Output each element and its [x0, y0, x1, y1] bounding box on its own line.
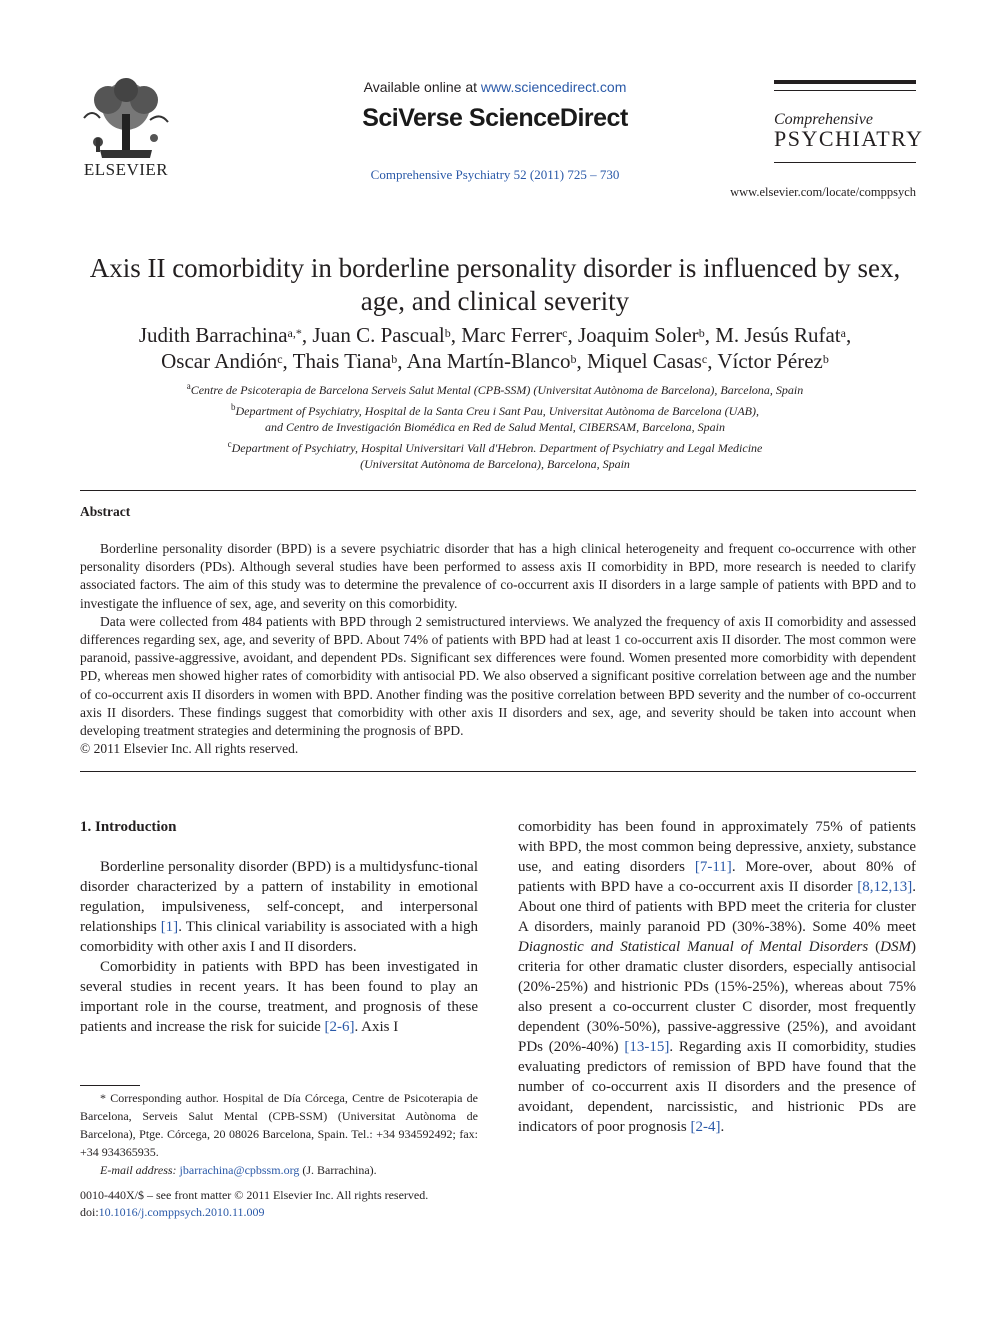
masthead-rule-bottom: [774, 162, 916, 163]
journal-url[interactable]: www.elsevier.com/locate/comppsych: [730, 185, 916, 199]
affiliation-text: Department of Psychiatry, Hospital Universitari Vall d'Hebron. Department of Psychiatry and Legal Medicine: [231, 440, 763, 455]
author-affiliation-mark: b: [698, 326, 705, 340]
abstract-paragraph-2: Data were collected from 484 patients with BPD through 2 semistructured interviews. We analyzed the frequency of axis II comorbidity and assessed differences regarding sex, age, and severity of BPD. About 74% of patients with BPD had at least 1 co-occurrent axis II disorder. The most common were paranoid, passive-aggressive, avoidant, and dependent PDs. Significant sex differences were found. Women presented more comorbidity with dependent PD, whereas men showed higher rates of comorbidity with antisocial PD. We also observed a significant positive correlation between age and the number of co-occurrent axis II disorders in women with BPD. Another finding was the positive correlation between BPD severity and the number of co-occurrent axis II disorders. These findings suggest that comorbidity with other axis II disorders and sex, age, and severity should be taken into account when developing treatment strategies and determining the prognosis of BPD.: [80, 613, 916, 739]
abstract-paragraph-1: Borderline personality disorder (BPD) is a severe psychiatric disorder that has a high clinical heterogeneity and frequent co-occurrence with other personality disorders (PDs). Although several studies have been performed to assess axis II comorbidity in BPD, more research is needed to clarify associated factors. The aim of this study was to determine the prevalence of co-occurrent axis II disorders in a large sample of patients with BPD and to investigate the influence of sex, age, and severity on this comorbidity.: [80, 541, 916, 611]
dsm-abbr: DSM: [880, 939, 911, 955]
text-run: Comorbidity in patients with BPD has been investigated in several studies in recent years. It has been found to play an important role in the course, treatment, and prognosis of these patients and increase the risk for suicide: [80, 959, 478, 1035]
elsevier-wordmark: ELSEVIER: [83, 160, 169, 179]
author-list: Judith Barrachina$^{a,*}$, Juan C. Pascual$^b$, Marc Ferrer$^c$, Joaquim Soler$^b$, M. Jesús Rufat$^a$, Oscar Andión$^c$, Thais Tiana$^b$, Ana Martín-Blanco$^b$, Miquel Casas$^c$, Víctor Pérez$^b$: [138, 323, 852, 373]
email-link[interactable]: jbarrachina@cpbssm.org: [179, 1163, 300, 1177]
citation-link[interactable]: [8,12,13]: [857, 879, 913, 895]
abstract-body: [80, 540, 916, 758]
intro-paragraph-2: [80, 957, 478, 1037]
affiliation-line: [70, 399, 920, 420]
text-run: . More-over, about 80% of patients with BPD have a co-occurrent axis II disorder: [518, 859, 916, 895]
affiliation-line: [70, 436, 920, 457]
article-title: Axis II comorbidity in borderline personality disorder is influenced by sex, age, and clinical severity: [89, 253, 901, 316]
citation-link[interactable]: [13-15]: [624, 1039, 670, 1055]
citation-link[interactable]: [7-11]: [694, 859, 732, 875]
affiliation-line: [70, 378, 920, 399]
affiliation-mark: b: [231, 401, 236, 412]
abstract-heading: Abstract: [80, 504, 131, 519]
text-run: . About one third of patients with BPD meet the criteria for cluster A disorders, mainly paranoid PD (30%-38%). Some 40% meet: [518, 879, 916, 935]
dsm-title: Diagnostic and Statistical Manual of Mental Disorders: [518, 939, 869, 955]
issn-doi: [80, 1187, 478, 1221]
masthead-rule-thin: [774, 90, 916, 91]
author-name: Juan C. Pascual: [312, 323, 445, 347]
author-affiliation-mark: b: [444, 326, 451, 340]
text-run: .: [720, 1119, 725, 1135]
email-label: E-mail address:: [100, 1163, 180, 1177]
affiliation-text: Department of Psychiatry, Hospital de la Santa Creu i Sant Pau, Universitat Autònoma de Barcelona (UAB),: [235, 403, 759, 418]
text-run: Borderline personality disorder (BPD) is a multidysfunc-tional disorder characterized by a pattern of instability in emotional regulation, impulsiveness, self-concept, and interpersonal relationships: [80, 859, 478, 935]
footnote: [80, 1089, 478, 1179]
footnote-email: [80, 1161, 478, 1179]
author-affiliation-mark: c: [277, 352, 283, 366]
sciencedirect-link[interactable]: www.sciencedirect.com: [480, 79, 627, 95]
footnote-rule: [80, 1085, 140, 1086]
author-name: Víctor Pérez: [717, 349, 823, 373]
author-name: Thais Tiana: [292, 349, 392, 373]
affiliation-line: [70, 456, 920, 473]
affiliation-text: and Centro de Investigación Biomédica en Red de Salud Mental, CIBERSAM, Barcelona, Spain: [264, 420, 725, 435]
intro-paragraph-3: [518, 817, 916, 1137]
author-name: Ana Martín-Blanco: [406, 349, 571, 373]
text-run: comorbidity has been found in approximately 75% of patients with BPD, the most common being depressive, anxiety, substance use, and eating disorders: [518, 819, 916, 875]
journal-reference[interactable]: Comprehensive Psychiatry 52 (2011) 725 – 730: [370, 167, 620, 182]
affiliation-list: [70, 378, 920, 473]
affiliation-line: [70, 419, 920, 436]
author-name: M. Jesús Rufat: [715, 323, 841, 347]
affiliation-text: (Universitat Autònoma de Barcelona), Barcelona, Spain: [360, 457, 630, 472]
author-affiliation-mark: c: [562, 326, 568, 340]
text-run: ) criteria for other dramatic cluster disorders, especially antisocial (20%-25%) and histrionic PDs (15%-25%), whereas about 75% also present a co-occurrent cluster C disorder, most frequently dependent (30%-50%), passive-aggressive (25%), and avoidant PDs (20%-40%): [518, 939, 916, 1055]
journal-title-line1: Comprehensive: [774, 111, 873, 128]
author-name: Joaquim Soler: [577, 323, 699, 347]
elsevier-tree-icon: [80, 78, 172, 160]
email-suffix: (J. Barrachina).: [299, 1163, 377, 1177]
author-affiliation-mark: b: [822, 352, 829, 366]
affiliation-mark: a: [186, 381, 191, 391]
text-run: (: [868, 939, 881, 955]
text-run: . Axis I: [354, 1019, 399, 1035]
citation-link[interactable]: [2-4]: [690, 1119, 721, 1135]
author-name: Miquel Casas: [586, 349, 702, 373]
divider-bottom: [80, 771, 916, 772]
platform-name: SciVerse ScienceDirect: [362, 104, 628, 132]
author-name: Marc Ferrer: [461, 323, 563, 347]
author-affiliation-mark: b: [570, 352, 577, 366]
affiliation-text: Centre de Psicoterapia de Barcelona Serveis Salut Mental (CPB-SSM) (Universitat Autònoma de Barcelona), Barcelona, Spain: [190, 383, 804, 397]
available-online: [300, 79, 690, 95]
divider-top: [80, 490, 916, 491]
doi-line: [80, 1204, 478, 1221]
doi-link[interactable]: 10.1016/j.comppsych.2010.11.009: [98, 1205, 265, 1219]
citation-link[interactable]: [1]: [160, 919, 179, 935]
issn-line: 0010-440X/$ – see front matter © 2011 Elsevier Inc. All rights reserved.: [80, 1188, 429, 1202]
elsevier-logo: [80, 78, 172, 180]
affiliation-mark: c: [227, 438, 232, 449]
intro-paragraph-1: [80, 857, 478, 957]
column-left: [80, 817, 478, 1037]
journal-masthead: [774, 80, 924, 163]
text-run: . Regarding axis II comorbidity, studies evaluating predictors of remission of BPD have found that the number of co-occurrent axis II disorders and the presence of avoidant, dependent, narcissistic, and histrionic PDs are indicators of poor prognosis: [518, 1039, 916, 1135]
author-name: Oscar Andión: [161, 349, 278, 373]
journal-title-line2: PSYCHIATRY: [774, 126, 924, 151]
author-affiliation-mark: a,*: [287, 326, 302, 340]
citation-link[interactable]: [2-6]: [324, 1019, 355, 1035]
doi-label: doi:: [80, 1205, 99, 1219]
masthead-rule-thick: [774, 80, 916, 84]
footnote-corresponding: * Corresponding author. Hospital de Día Córcega, Centre de Psicoterapia de Barcelona, Serveis Salut Mental (CPB-SSM) (Universitat Autònoma de Barcelona), Ptge. Córcega, 20 08026 Barcelona, Spain. Tel.: +34 934592492; fax: +34 934365935.: [80, 1091, 478, 1159]
author-affiliation-mark: c: [701, 352, 708, 366]
author-affiliation-mark: a: [840, 326, 846, 340]
author-affiliation-mark: b: [391, 352, 398, 366]
section-heading-introduction: 1. Introduction: [80, 819, 177, 835]
available-prefix: Available online at: [363, 79, 481, 95]
abstract-copyright: © 2011 Elsevier Inc. All rights reserved.: [80, 741, 299, 757]
text-run: . This clinical variability is associated with a high comorbidity with other axis I and II disorders.: [80, 919, 478, 955]
author-name: Judith Barrachina: [138, 323, 288, 347]
column-right: [518, 817, 916, 1137]
